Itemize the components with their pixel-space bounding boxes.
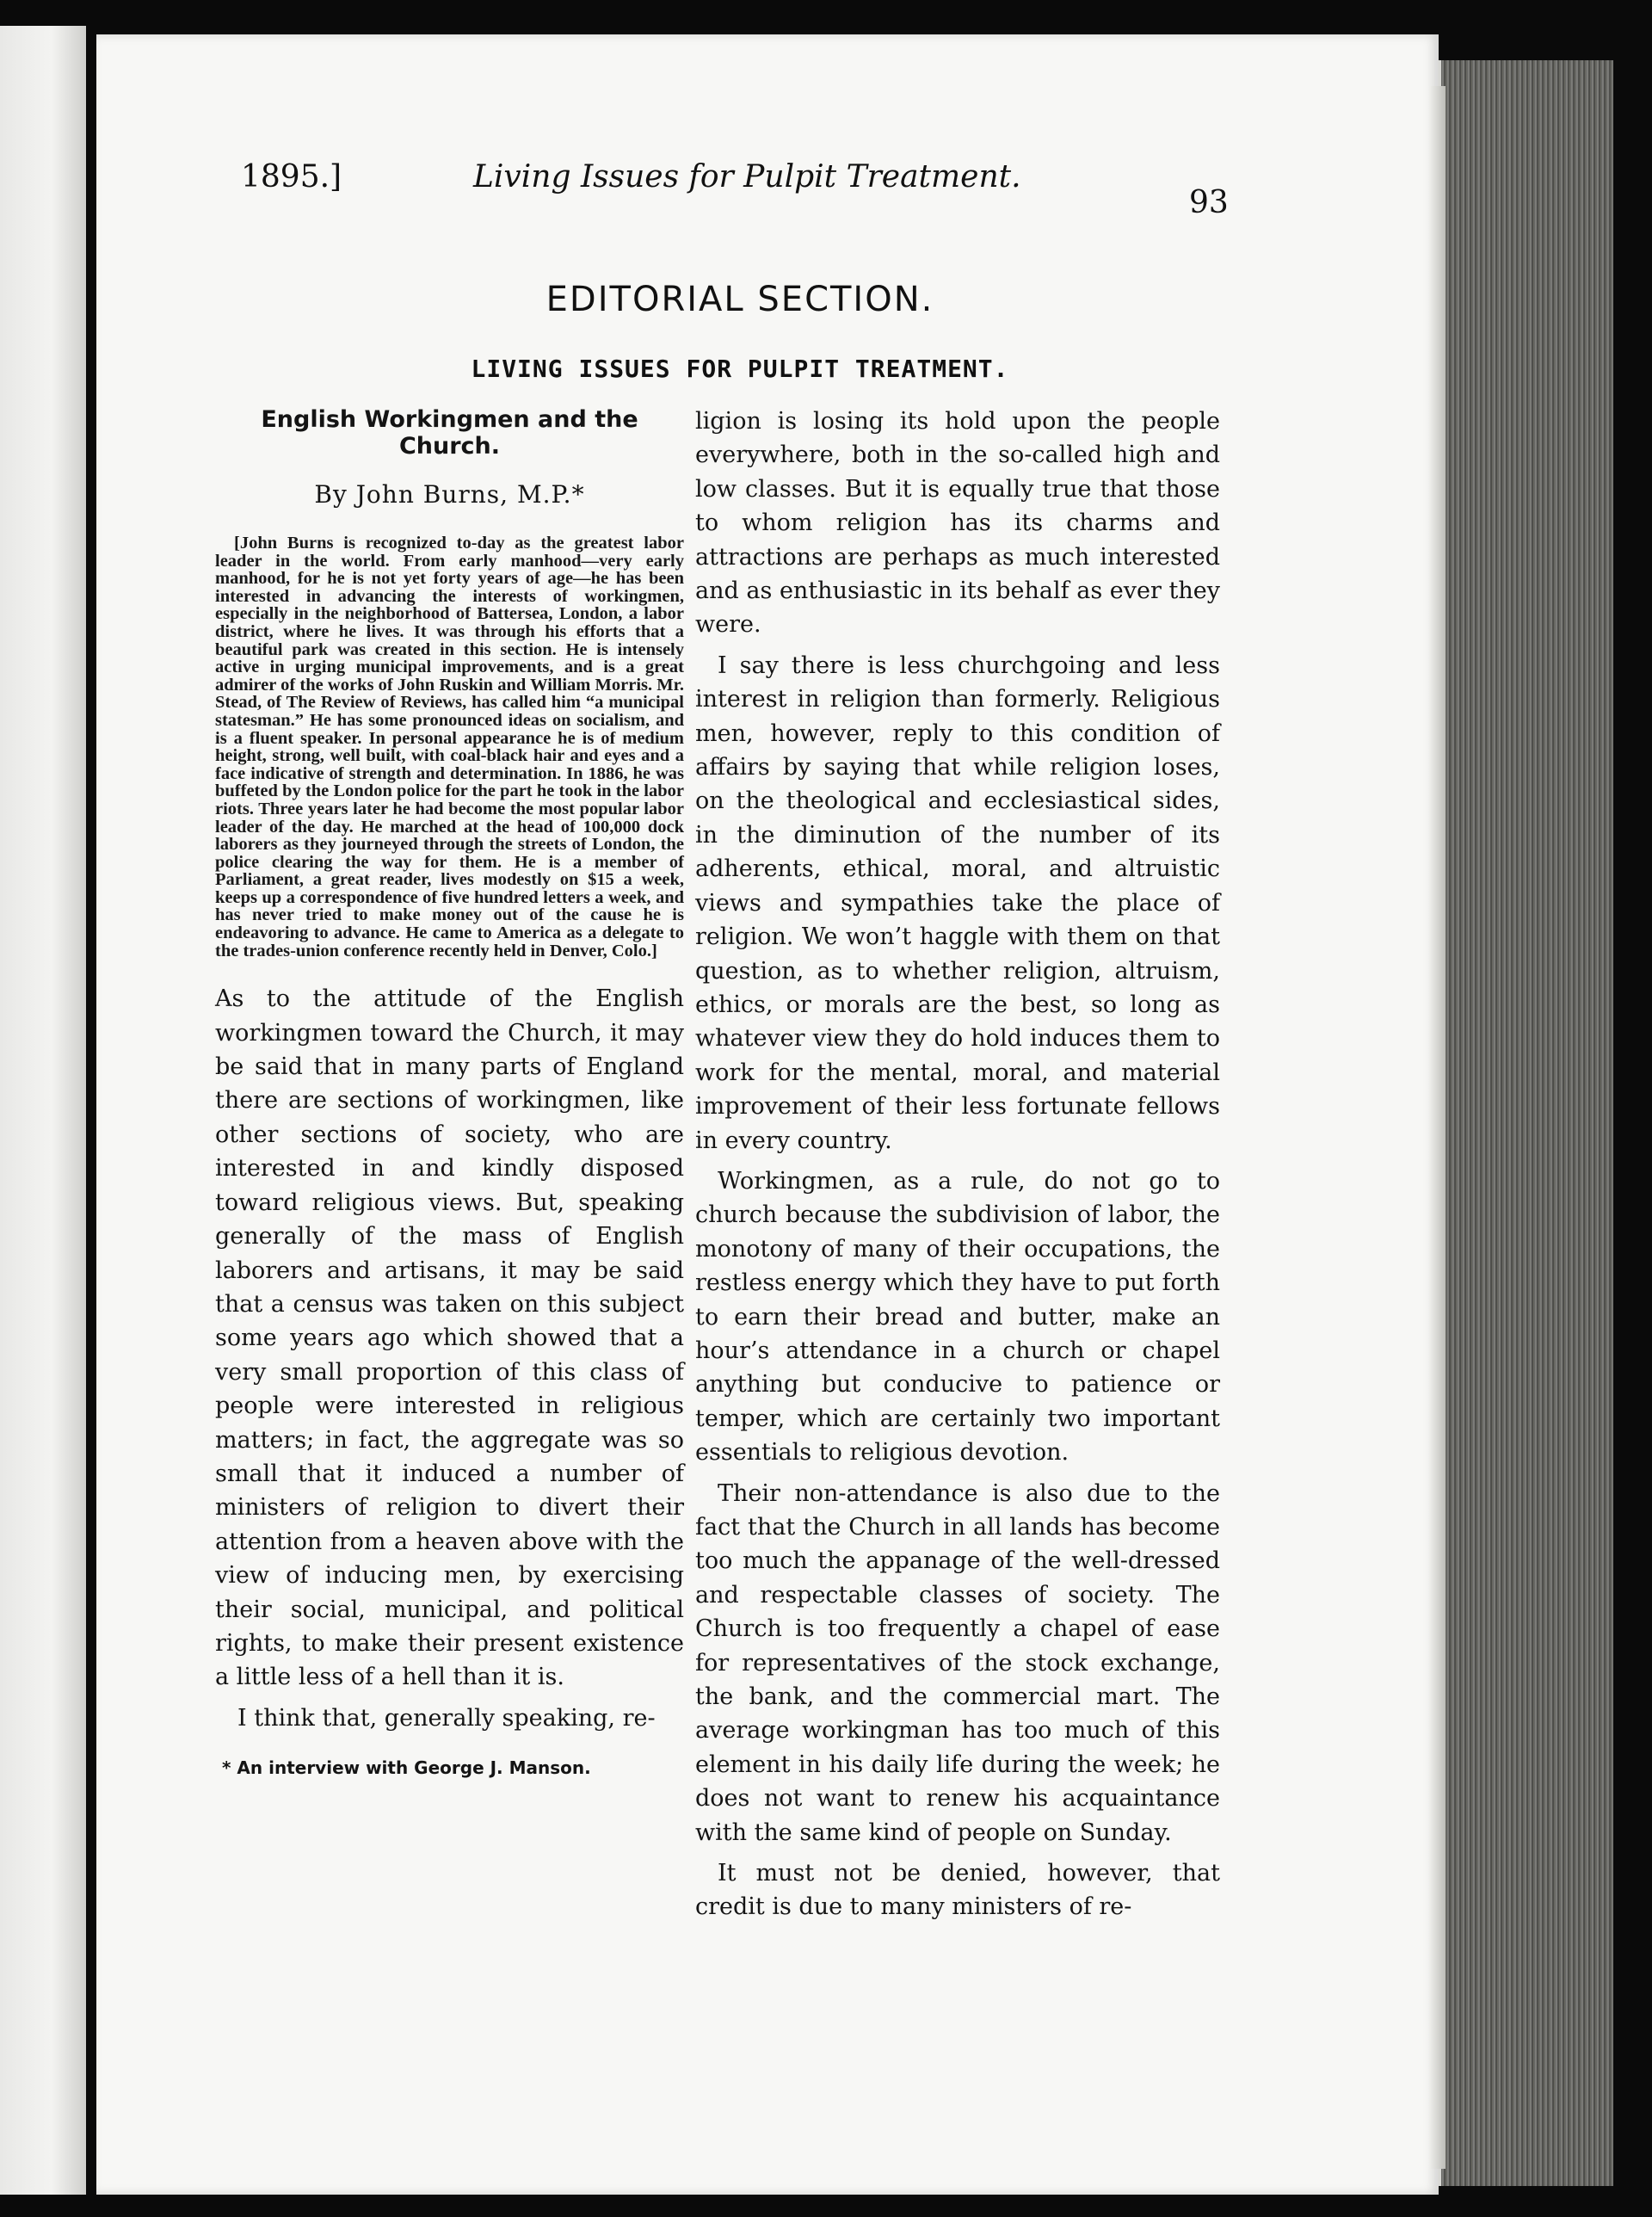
- running-head: [241, 159, 1230, 219]
- article-byline: By John Burns, M.P.*: [314, 480, 585, 509]
- facing-page-edge: [0, 26, 86, 2195]
- paragraph: I think that, generally speaking, re-: [237, 1704, 656, 1732]
- paragraph: It must not be denied, however, that credit is due to many ministers of re-: [695, 1860, 1220, 1921]
- left-column: [215, 404, 684, 1778]
- paragraph: ligion is losing its hold upon the people everywhere, both in the so-called high and low classes. But it is equally true that those to whom religion has its charms and attractions are perhaps as much interested and as enthusiastic in its behalf as ever they were.: [695, 408, 1220, 639]
- paragraph: As to the attitude of the English workingmen toward the Church, it may be said that in many parts of England there are sections of workingmen, like other sections of society, who are interested in and kindly disposed toward religious views. But, speaking generally of the mass of English laborers and artisans, it may be said that a census was taken on this subject some years ago which showed that a very small proportion of this class of people were interested in religious matters; in fact, the aggregate was so small that it induced a number of ministers of religion to divert their attention from a heaven above with the view of inducing men, by exercising their social, municipal, and political rights, to make their present existence a little less of a hell than it is.: [215, 985, 684, 1691]
- subsection-title: LIVING ISSUES FOR PULPIT TREATMENT.: [471, 355, 1009, 383]
- running-head-year: 1895.]: [241, 159, 342, 195]
- paragraph: Their non-attendance is also due to the fact that the Church in all lands has become too much the appanage of the well-dressed and respectable classes of society. The Church is too frequently a chapel of ease for representatives of the stock exchange, the bank, and the commercial mart. The average workingman has too much of this element in his daily life during the week; he does not want to renew his acquaintance with the same kind of people on Sunday.: [695, 1479, 1220, 1846]
- article-intro-note: [John Burns is recognized to-day as the greatest labor leader in the world. From early manhood—very early manhood, for he is not yet forty years of age—he has been interested in advancing the interests of workingmen, especially in the neighborhood of Battersea, London, a labor district, where he lives. It was through his efforts that a beautiful park was created in this section. He is intensely active in urging municipal improvements, and is a great admirer of the works of John Ruskin and William Morris. Mr. Stead, of The Review of Reviews, has called him “a municipal statesman.” He has some pronounced ideas on socialism, and is a fluent speaker. In personal appearance he is of medium height, strong, well built, with coal-black hair and eyes and a face indicative of strength and determination. In 1886, he was buffeted by the London police for the part he took in the labor riots. Three years later he had become the most popular labor leader of the day. He marched at the head of 100,000 dock laborers as they journeyed through the streets of London, the police clearing the way for them. He is a member of Parliament, a great reader, lives modestly on $15 a week, keeps up a correspondence of five hundred letters a week, and has never tried to make money out of the cause he is endeavoring to advance. He came to America as a delegate to the trades-union conference recently held in Denver, Colo.]: [215, 534, 684, 960]
- page-number: 93: [1189, 185, 1229, 220]
- paragraph: Workingmen, as a rule, do not go to church because the subdivision of labor, the monotony of many of their occupations, the restless energy which they have to put forth to earn their bread and butter, make an hour’s attendance in a church or chapel anything but conducive to patience or temper, which are certainly two important essentials to religious devotion.: [695, 1167, 1220, 1467]
- article-title: English Workingmen and the Church.: [261, 406, 638, 460]
- footnote: * An interview with George J. Manson.: [222, 1757, 591, 1779]
- paragraph: I say there is less churchgoing and less interest in religion than formerly. Religious men, however, reply to this condition of affairs by saying that while religion loses, on the theological and ecclesiastical sides, in the diminution of the number of its adherents, ethical, moral, and altruistic views and sympathies take the place of religion. We won’t haggle with them on that question, as to whether religion, altruism, ethics, or morals are the best, so long as whatever view they do hold induces them to work for the mental, moral, and material improvement of their less fortunate fellows in every country.: [695, 652, 1220, 1154]
- book-page-edges: [1439, 60, 1613, 2186]
- running-head-title: Living Issues for Pulpit Treatment.: [473, 159, 1021, 195]
- section-title: EDITORIAL SECTION.: [546, 280, 934, 319]
- page-fold-shadow: [1428, 86, 1446, 2169]
- right-column: [695, 404, 1220, 1924]
